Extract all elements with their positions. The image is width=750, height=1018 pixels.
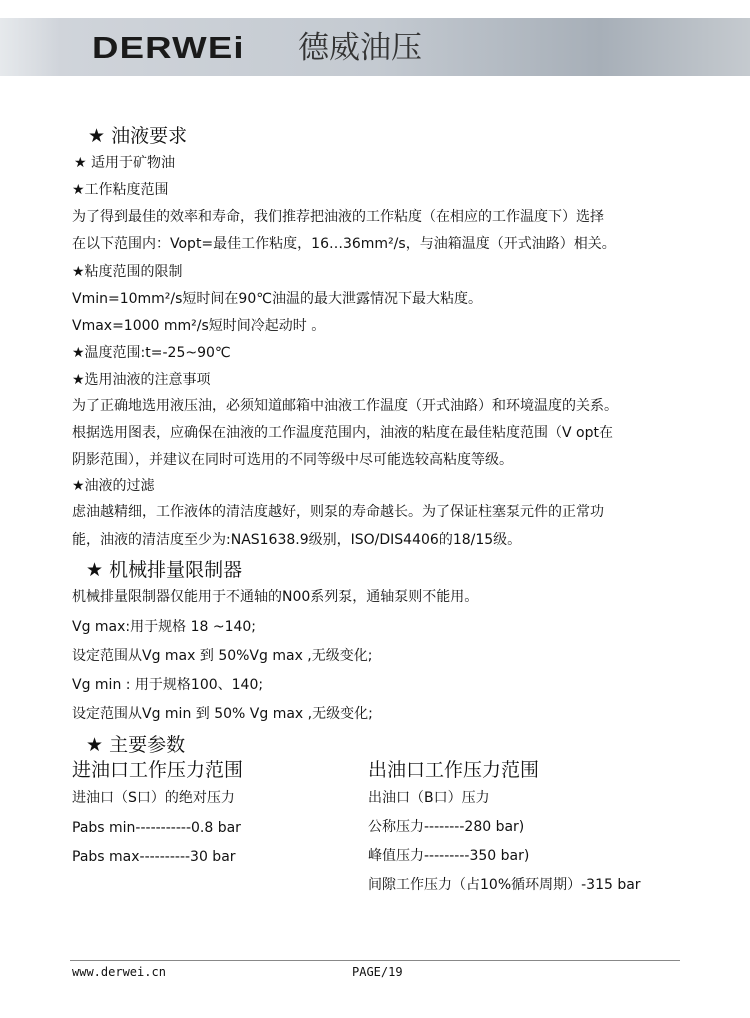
text-line: ★选用油液的注意事项 — [72, 372, 211, 388]
text-line: 为了得到最佳的效率和寿命，我们推荐把油液的工作粘度（在相应的工作温度下）选择 — [72, 209, 604, 225]
brand-logo: DERWEi — [92, 30, 245, 65]
page-number: PAGE/19 — [352, 965, 403, 979]
text-line: 能，油液的清洁度至少为:NAS1638.9级别，ISO/DIS4406的18/15级。 — [72, 532, 522, 548]
outlet-line: 间隙工作压力（占10%循环周期）-315 bar — [368, 877, 641, 893]
text-line: 在以下范围内：Vopt=最佳工作粘度，16…36mm²/s，与油箱温度（开式油路）相关。 — [72, 236, 616, 252]
text-line: ★油液的过滤 — [72, 478, 155, 494]
section-title-main-parameters: ★ 主要参数 — [86, 734, 186, 756]
text-line: Vmin=10mm²/s短时间在90℃油温的最大泄露情况下最大粘度。 — [72, 291, 482, 307]
text-line: Vmax=1000 mm²/s短时间冷起动时 。 — [72, 318, 326, 334]
outlet-line: 出油口（B口）压力 — [368, 790, 490, 806]
inlet-pressure-heading: 进油口工作压力范围 — [72, 759, 244, 781]
text-line: 为了正确地选用液压油，必须知道邮箱中油液工作温度（开式油路）和环境温度的关系。 — [72, 398, 618, 414]
outlet-line: 峰值压力---------350 bar) — [368, 848, 530, 864]
section-title-oil-requirements: ★ 油液要求 — [88, 125, 188, 147]
outlet-line: 公称压力--------280 bar) — [368, 819, 525, 835]
footer-url: www.derwei.cn — [72, 965, 166, 979]
section-title-displacement-limiter: ★ 机械排量限制器 — [86, 559, 243, 581]
footer-divider — [70, 960, 680, 961]
inlet-line: Pabs max----------30 bar — [72, 849, 236, 865]
text-line: Vg min : 用于规格100、140; — [72, 677, 264, 693]
text-line: 设定范围从Vg min 到 50% Vg max ,无级变化; — [72, 706, 373, 722]
text-line: ★工作粘度范围 — [72, 182, 169, 198]
text-line: 阴影范围），并建议在同时可选用的不同等级中尽可能选较高粘度等级。 — [72, 452, 513, 468]
inlet-line: Pabs min-----------0.8 bar — [72, 820, 241, 836]
header-accent — [0, 18, 60, 76]
text-line: 虑油越精细，工作液体的清洁度越好，则泵的寿命越长。为了保证柱塞泵元件的正常功 — [72, 504, 604, 520]
text-line: 设定范围从Vg max 到 50%Vg max ,无级变化; — [72, 648, 373, 664]
text-line: ★粘度范围的限制 — [72, 264, 183, 280]
text-line: 根据选用图表，应确保在油液的工作温度范围内，油液的粘度在最佳粘度范围（V opt在 — [72, 425, 613, 441]
text-line: 机械排量限制器仅能用于不通轴的N00系列泵，通轴泵则不能用。 — [72, 589, 479, 605]
text-line: ★温度范围:t=-25~90℃ — [72, 345, 231, 361]
text-line: Vg max:用于规格 18 ~140; — [72, 619, 257, 635]
outlet-pressure-heading: 出油口工作压力范围 — [368, 759, 540, 781]
text-line: ★ 适用于矿物油 — [74, 155, 176, 171]
inlet-line: 进油口（S口）的绝对压力 — [72, 790, 235, 806]
brand-name-cn: 德威油压 — [298, 30, 422, 66]
